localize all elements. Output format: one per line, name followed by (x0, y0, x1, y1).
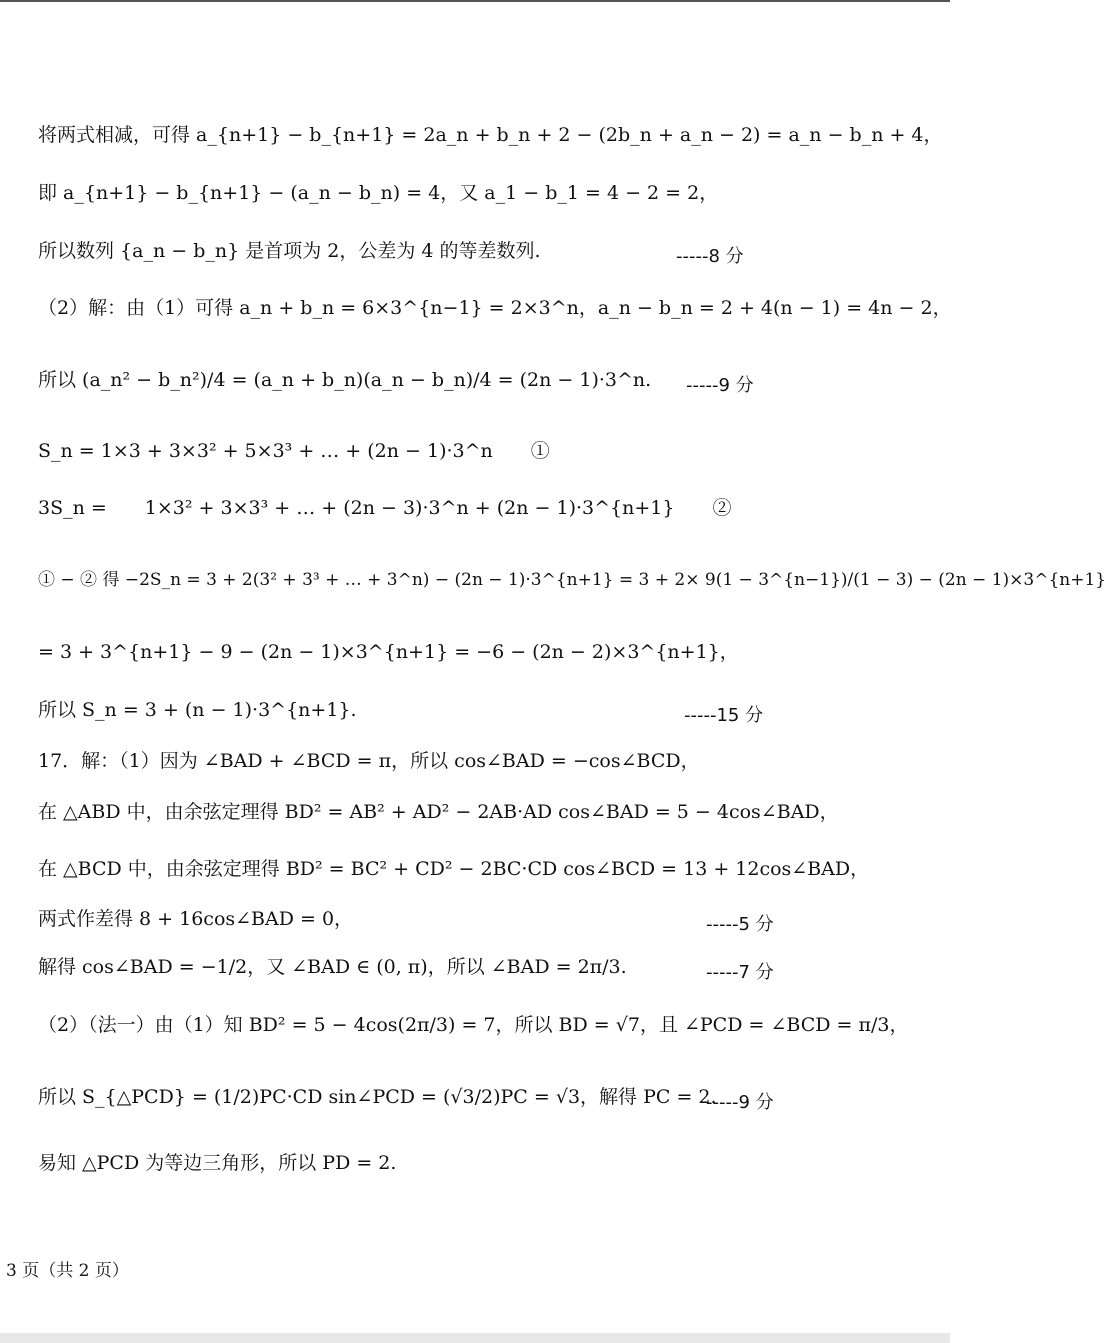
text-line-5: 所以 (a_n² − b_n²)/4 = (a_n + b_n)(a_n − b_n)/4 = (2n − 1)·3^n. (38, 369, 652, 391)
text-line-6: S_n = 1×3 + 3×3² + 5×3³ + … + (2n − 1)·3^n ① (38, 440, 550, 462)
score-8: -----8 分 (676, 246, 744, 267)
text-line-13: 在 △BCD 中，由余弦定理得 BD² = BC² + CD² − 2BC·CD cos∠BCD = 13 + 12cos∠BAD， (38, 858, 870, 880)
text-line-4: （2）解：由（1）可得 a_n + b_n = 6×3^{n−1} = 2×3^n，a_n − b_n = 2 + 4(n − 1) = 4n − 2， (38, 297, 952, 319)
score-9b: -----9 分 (706, 1092, 774, 1113)
score-9a: -----9 分 (686, 375, 754, 396)
text-line-11: 17．解：（1）因为 ∠BAD + ∠BCD = π，所以 cos∠BAD = −cos∠BCD， (38, 750, 700, 772)
text-line-12: 在 △ABD 中，由余弦定理得 BD² = AB² + AD² − 2AB·AD cos∠BAD = 5 − 4cos∠BAD， (38, 801, 839, 823)
text-line-16: （2）（法一）由（1）知 BD² = 5 − 4cos(2π/3) = 7，所以 BD = √7，且 ∠PCD = ∠BCD = π/3， (38, 1014, 909, 1036)
top-border (0, 0, 950, 2)
page-footer: 3 页（共 2 页） (6, 1261, 129, 1281)
score-5: -----5 分 (706, 914, 774, 935)
text-line-10: 所以 S_n = 3 + (n − 1)·3^{n+1}. (38, 699, 357, 721)
text-line-8: ① − ② 得 −2S_n = 3 + 2(3² + 3³ + … + 3^n) − (2n − 1)·3^{n+1} = 3 + 2× 9(1 − 3^{n−1})/(1 − 3) − (2n − 1)×3^{n+1} (38, 570, 1106, 590)
score-15: -----15 分 (684, 705, 764, 726)
text-line-15: 解得 cos∠BAD = −1/2，又 ∠BAD ∈ (0, π)，所以 ∠BAD = 2π/3. (38, 956, 627, 978)
text-line-17: 所以 S_{△PCD} = (1/2)PC·CD sin∠PCD = (√3/2)PC = √3，解得 PC = 2. (38, 1086, 717, 1108)
text-line-9: = 3 + 3^{n+1} − 9 − (2n − 1)×3^{n+1} = −6 − (2n − 2)×3^{n+1}， (38, 641, 739, 663)
text-line-18: 易知 △PCD 为等边三角形，所以 PD = 2. (38, 1152, 397, 1174)
text-line-7: 3S_n = 1×3² + 3×3³ + … + (2n − 3)·3^n + (2n − 1)·3^{n+1} ② (38, 497, 732, 519)
text-line-3: 所以数列 {a_n − b_n} 是首项为 2，公差为 4 的等差数列. (38, 240, 541, 262)
score-7: -----7 分 (706, 962, 774, 983)
bottom-border (0, 1333, 950, 1343)
text-line-1: 将两式相减，可得 a_{n+1} − b_{n+1} = 2a_n + b_n + 2 − (2b_n + a_n − 2) = a_n − b_n + 4， (38, 124, 943, 146)
text-line-14: 两式作差得 8 + 16cos∠BAD = 0， (38, 908, 354, 930)
text-line-2: 即 a_{n+1} − b_{n+1} − (a_n − b_n) = 4，又 a_1 − b_1 = 4 − 2 = 2， (38, 182, 719, 204)
